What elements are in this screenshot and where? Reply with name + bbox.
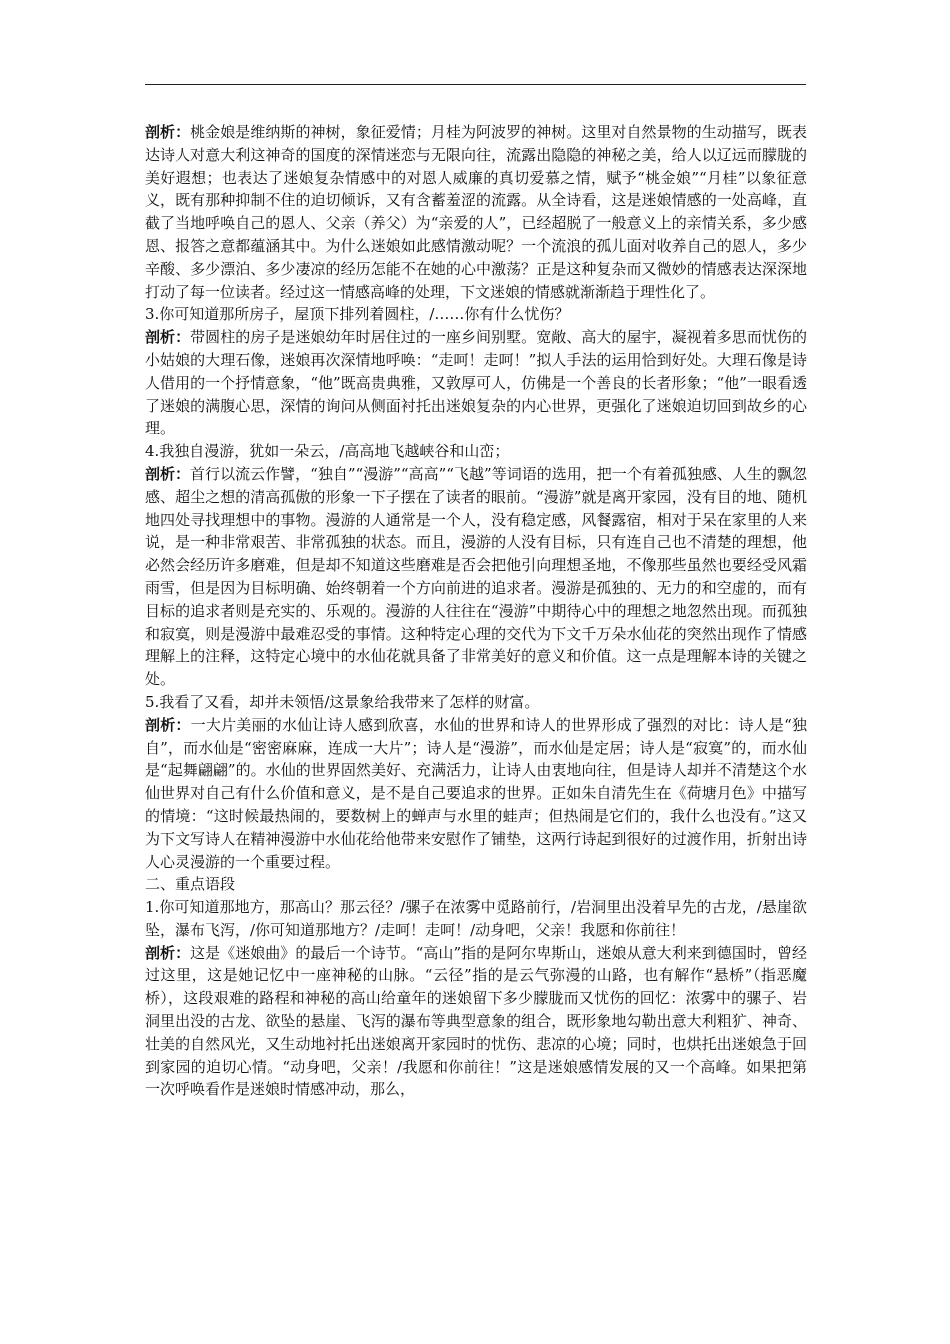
verse-passage-1: 1.你可知道那地方，那高山？那云径？/骡子在浓雾中觅路前行，/岩洞里出没着早先的古龙，/悬崖欲坠，瀑布飞泻，/你可知道那地方？/走呵！走呵！/动身吧，父亲！我愿和你前往！ xyxy=(145,898,807,939)
analysis-label: 剖析： xyxy=(145,328,191,347)
analysis-label: 剖析： xyxy=(145,464,191,483)
header-rule xyxy=(145,84,806,85)
verse-line-4: 4.我独自漫游，犹如一朵云，/高高地飞越峡谷和山峦； xyxy=(145,442,510,461)
analysis-text: 这是《迷娘曲》的最后一个诗节。“高山”指的是阿尔卑斯山，迷娘从意大利来到德国时，曾经过这里，这是她记忆中一座神秘的山脉。“云径”指的是云气弥漫的山路，也有解作“悬桥”（指恶魔桥），这段艰难的路程和神秘的高山给童年的迷娘留下多少朦胧而又忧伤的回忆：浓雾中的骡子、岩洞里出没的古龙、欲坠的悬崖、飞泻的瀑布等典型意象的组合，既形象地勾勒出意大利粗犷、神奇、壮美的自然风光，又生动地衬托出迷娘离开家园时的忧伤、悲凉的心境；同时，也烘托出迷娘急于回到家园的迫切心情。“动身吧，父亲！/我愿和你前往！”这是迷娘感情发展的又一个高峰。如果把第一次呼唤看作是迷娘时情感冲动，那么， xyxy=(145,943,807,1099)
analysis-text: 带圆柱的房子是迷娘幼年时居住过的一座乡间别墅。宽敞、高大的屋宇，凝视着多思而忧伤的小姑娘的大理石像，迷娘再次深情地呼唤：“走呵！走呵！”拟人手法的运用恰到好处。大理石像是诗人借用的一个抒情意象，“他”既高贵典雅，又敦厚可人，仿佛是一个善良的长者形象；“他”一眼看透了迷娘的满腹心思，深情的询问从侧面衬托出迷娘复杂的内心世界，更强化了迷娘迫切回到故乡的心理。 xyxy=(145,328,807,438)
analysis-text: 桃金娘是维纳斯的神树，象征爱情；月桂为阿波罗的神树。这里对自然景物的生动描写，既表达诗人对意大利这神奇的国度的深情迷恋与无限向往，流露出隐隐的神秘之美，给人以辽远而朦胧的美好遐想；也表达了迷娘复杂情感中的对恩人威廉的真切爱慕之情，赋予“桃金娘”“月桂”以象征意义，既有那种抑制不住的迫切倾诉，又有含蓄羞涩的流露。从全诗看，这是迷娘情感的一处高峰，直截了当地呼唤自己的恩人、父亲（养父）为“亲爱的人”，已经超脱了一般意义上的亲情关系，多少感恩、报答之意都蕴涵其中。为什么迷娘如此感情激动呢？一个流浪的孤儿面对收养自己的恩人，多少辛酸、多少漂泊、多少凄凉的经历怎能不在她的心中激荡？正是这种复杂而又微妙的情感表达深深地打动了每一位读者。经过这一情感高峰的处理，下文迷娘的情感就渐渐趋于理性化了。 xyxy=(145,123,807,301)
analysis-label: 剖析： xyxy=(145,715,191,734)
document-body xyxy=(145,121,807,1101)
analysis-paragraph-4 xyxy=(145,463,807,691)
analysis-text: 一大片美丽的水仙让诗人感到欣喜，水仙的世界和诗人的世界形成了强烈的对比：诗人是“独自”，而水仙是“密密麻麻，连成一大片”；诗人是“漫游”，而水仙是定居；诗人是“寂寞”的，而水仙是“起舞翩翩”的。水仙的世界固然美好、充满活力，让诗人由衷地向往，但是诗人却并不清楚这个水仙世界对自己有什么价值和意义，是不是自己要追求的世界。正如朱自清先生在《荷塘月色》中描写的情境：“这时候最热闹的，要数树上的蝉声与水里的蛙声；但热闹是它们的，我什么也没有。”这又为下文写诗人在精神漫游中水仙花给他带来安慰作了铺垫，这两行诗起到很好的过渡作用，折射出诗人心灵漫游的一个重要过程。 xyxy=(145,715,807,871)
analysis-paragraph-3 xyxy=(145,326,807,440)
analysis-label: 剖析： xyxy=(145,123,191,141)
section-heading: 二、重点语段 xyxy=(145,875,236,894)
analysis-paragraph-1 xyxy=(145,121,807,303)
analysis-label: 剖析： xyxy=(145,943,191,962)
analysis-paragraph-passage-1 xyxy=(145,942,807,1102)
verse-line-3: 3.你可知道那所房子，屋顶下排列着圆柱，/……你有什么忧伤？ xyxy=(145,305,570,324)
analysis-paragraph-5 xyxy=(145,714,807,874)
analysis-text: 首行以流云作譬，“独自”“漫游”“高高”“飞越”等词语的选用，把一个有着孤独感、人生的飘忽感、超尘之想的清高孤傲的形象一下子摆在了读者的眼前。“漫游”就是离开家园，没有目的地、随机地四处寻找理想中的事物。漫游的人通常是一个人，没有稳定感，风餐露宿，相对于呆在家里的人来说，是一种非常艰苦、非常孤独的状态。而且，漫游的人没有目标，只有连自己也不清楚的理想，他必然会经历许多磨难，但是却不知道这些磨难是否会把他引向理想圣地，不像那些虽然也要经受风霜雨雪，但是因为目标明确、始终朝着一个方向前进的追求者。漫游是孤独的、无力的和空虚的，而有目标的追求者则是充实的、乐观的。漫游的人往往在“漫游”中期待心中的理想之地忽然出现。而孤独和寂寞，则是漫游中最难忍受的事情。这种特定心理的交代为下文千万朵水仙花的突然出现作了情感理解上的注释，这特定心境中的水仙花就具备了非常美好的意义和价值。这一点是理解本诗的关键之处。 xyxy=(145,464,807,689)
verse-line-5: 5.我看了又看，却并未领悟/这景象给我带来了怎样的财富。 xyxy=(145,692,540,711)
